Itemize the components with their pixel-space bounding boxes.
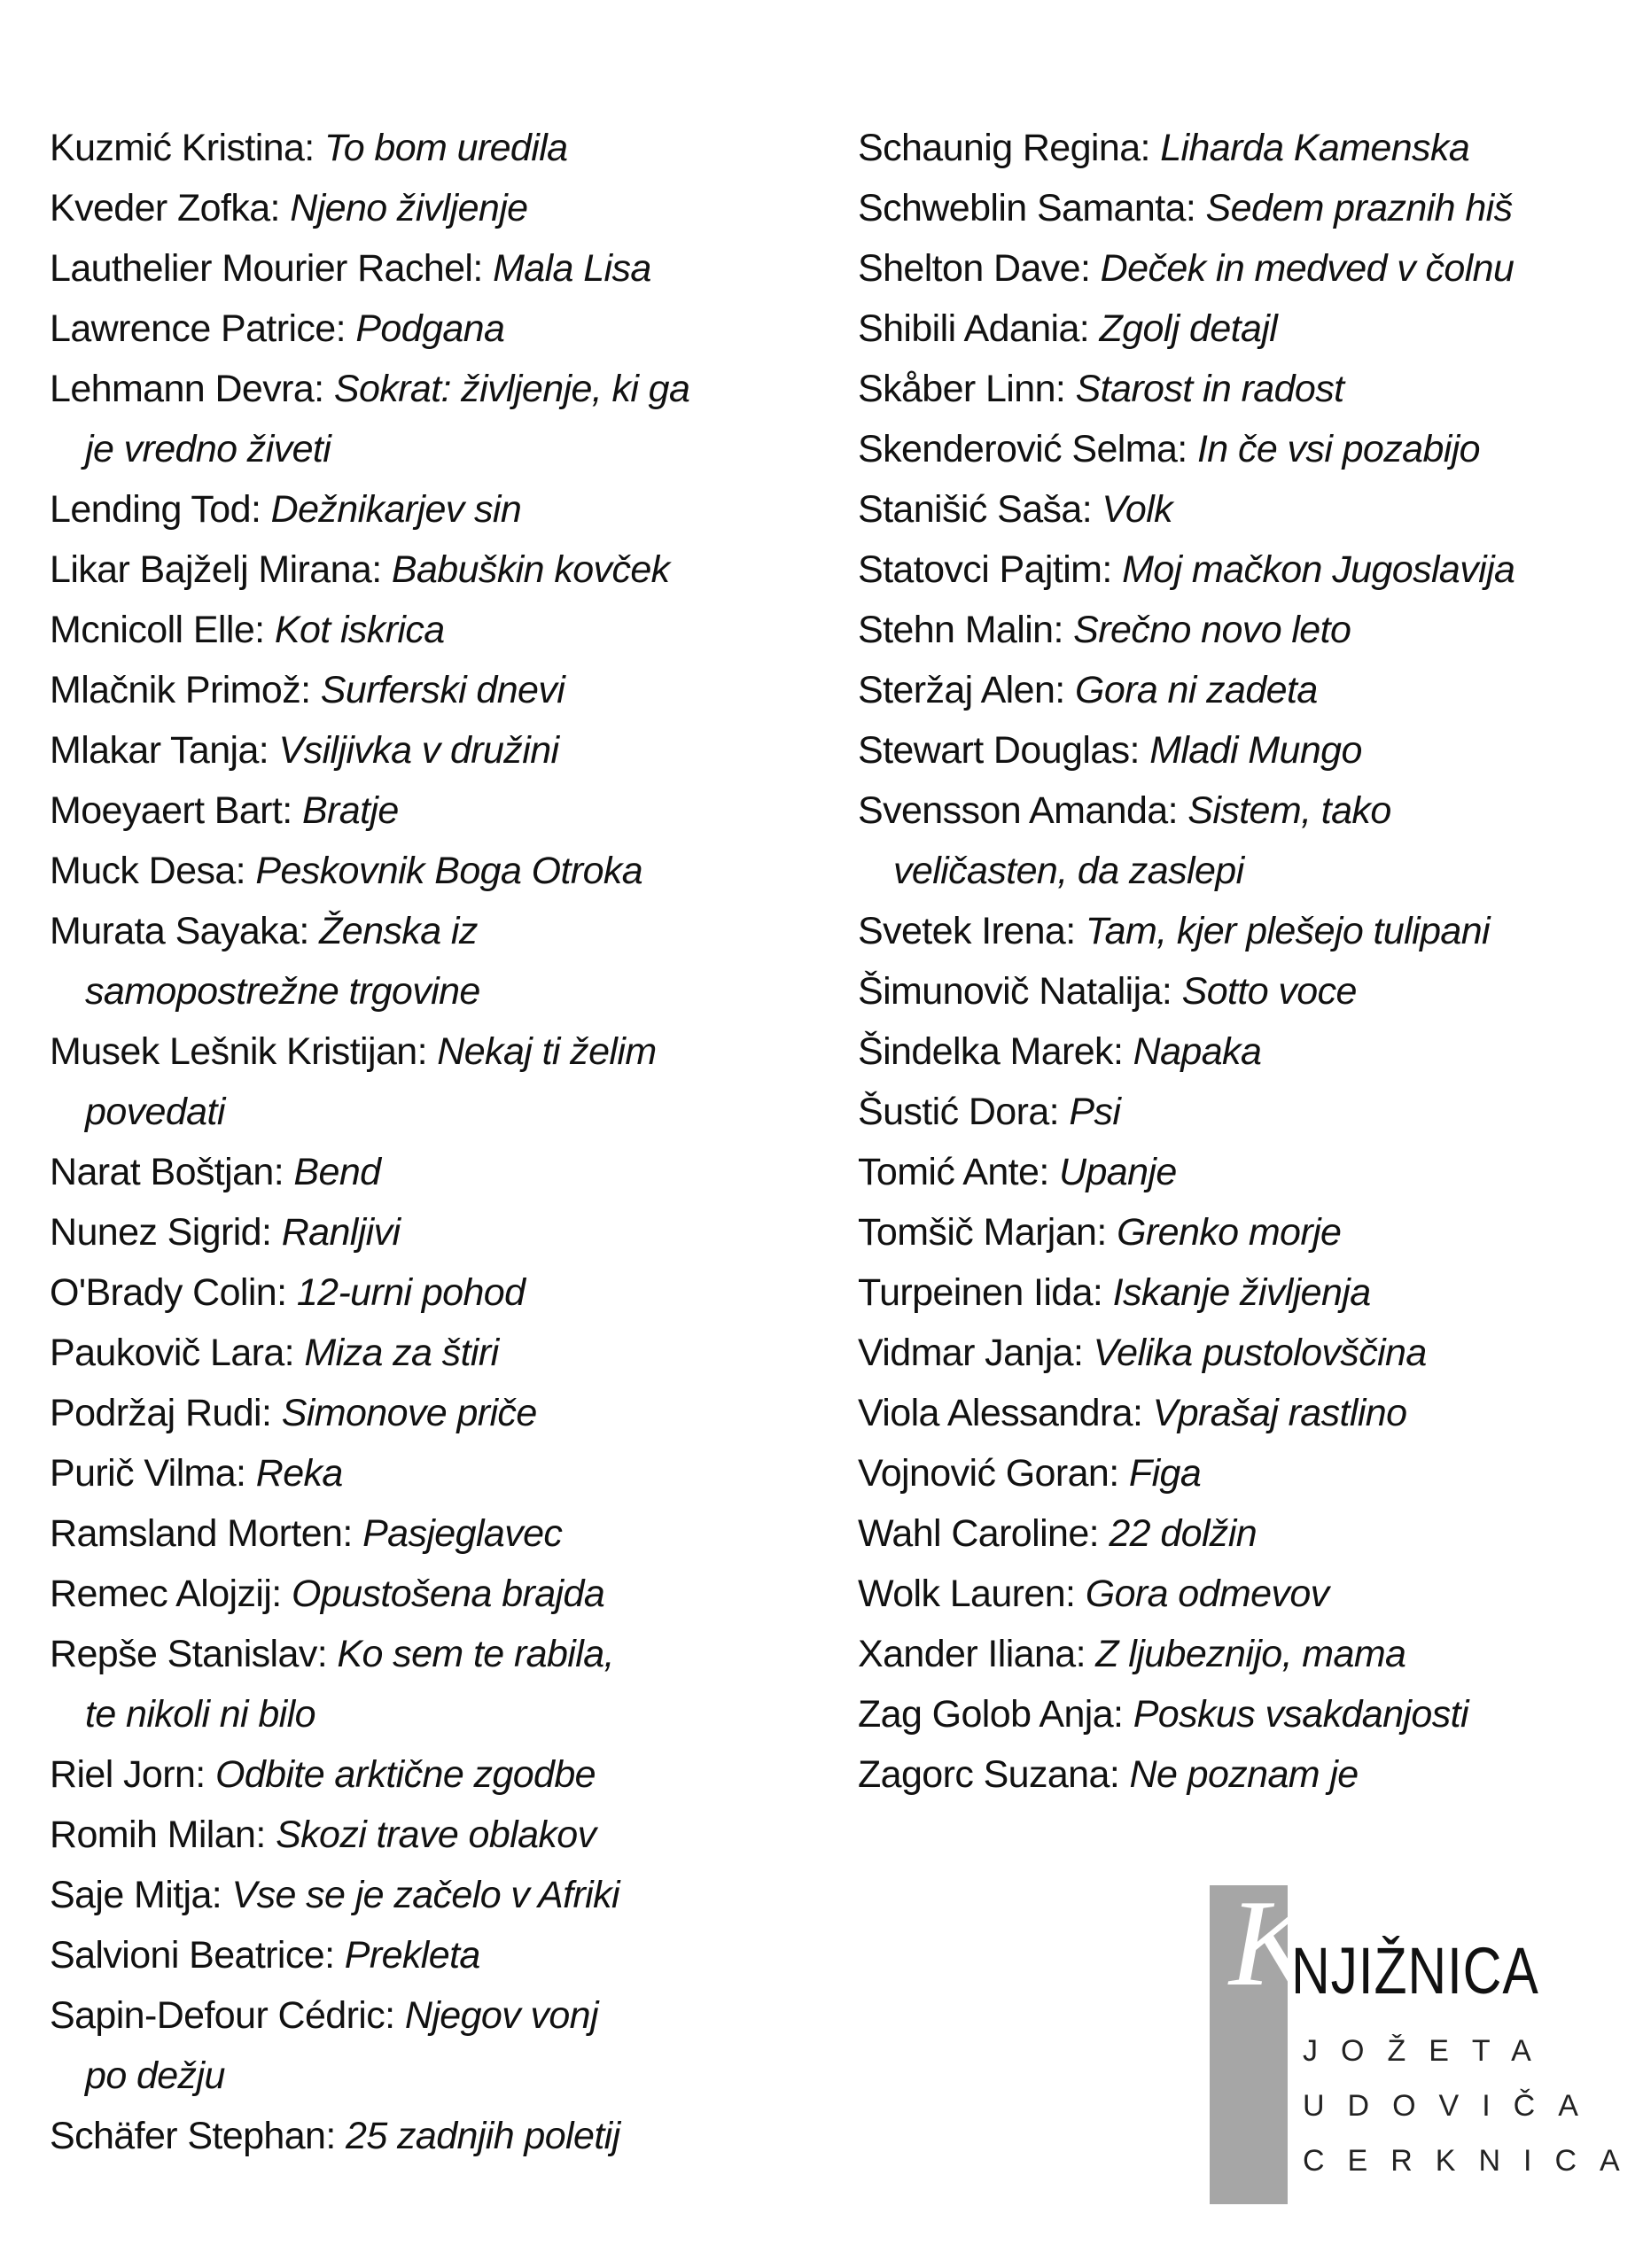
entry-title: Upanje: [1059, 1151, 1177, 1193]
entry-author: Shelton Dave:: [858, 247, 1101, 290]
entry-title: Prekleta: [344, 1934, 480, 1977]
logo-line-3: CERKNICA: [1303, 2144, 1643, 2178]
entry-author: Schweblin Samanta:: [858, 187, 1206, 229]
book-entry: [858, 781, 1567, 901]
entry-author: Svetek Irena:: [858, 910, 1086, 952]
entry-line: [50, 1142, 812, 1202]
entry-title: Podgana: [355, 307, 505, 350]
entry-title: Mala Lisa: [493, 247, 651, 290]
book-entry: [858, 720, 1567, 781]
entry-author: Xander Iliana:: [858, 1633, 1096, 1675]
entry-title: Bratje: [301, 789, 399, 832]
entry-title: Dežnikarjev sin: [270, 488, 522, 531]
book-entry: [858, 118, 1567, 178]
entry-title: Poskus vsakdanjosti: [1133, 1693, 1468, 1736]
book-entry: [50, 1323, 812, 1383]
entry-author: Mcnicoll Elle:: [50, 609, 275, 651]
entry-author: Purič Vilma:: [50, 1452, 256, 1495]
book-entry: [858, 1383, 1567, 1443]
library-logo: [1210, 1875, 1643, 2204]
entry-author: Saje Mitja:: [50, 1874, 232, 1916]
entry-author: Shibili Adania:: [858, 307, 1100, 350]
entry-line: [858, 961, 1567, 1021]
entry-line: [858, 178, 1567, 238]
right-column: [858, 118, 1567, 1805]
entry-author: Statovci Pajtim:: [858, 548, 1123, 591]
entry-line: [858, 238, 1567, 299]
book-entry: [50, 359, 812, 479]
logo-line-1: JOŽETA: [1303, 2034, 1554, 2068]
book-entry: [50, 178, 812, 238]
entry-title: Grenko morje: [1117, 1211, 1342, 1254]
entry-line: [858, 359, 1567, 419]
entry-line: [858, 299, 1567, 359]
entry-title: Sistem, tako: [1187, 789, 1391, 832]
entry-author: Steržaj Alen:: [858, 669, 1075, 711]
entry-author: Šimunovič Natalija:: [858, 970, 1182, 1013]
entry-line: [50, 540, 812, 600]
logo-word: NJIŽNICA: [1291, 1934, 1539, 2008]
entry-author: Murata Sayaka:: [50, 910, 320, 952]
entry-title: Figa: [1128, 1452, 1202, 1495]
entry-title: Ranljivi: [281, 1211, 401, 1254]
entry-author: Lehmann Devra:: [50, 368, 334, 410]
entry-line: [858, 1082, 1567, 1142]
entry-line: [50, 238, 812, 299]
entry-title: Iskanje življenja: [1112, 1271, 1371, 1314]
entry-title: Ko sem te rabila,: [337, 1633, 614, 1675]
entry-author: Likar Bajželj Mirana:: [50, 548, 392, 591]
entry-author: Podržaj Rudi:: [50, 1392, 282, 1434]
entry-line: [858, 1323, 1567, 1383]
logo-line-2: UDOVIČA: [1303, 2089, 1601, 2123]
entry-title: 25 zadnjih poletij: [346, 2115, 620, 2157]
book-entry: [858, 1503, 1567, 1564]
entry-title: Zgolj detajl: [1099, 307, 1278, 350]
entry-line: [858, 1383, 1567, 1443]
entry-line: [50, 1443, 812, 1503]
entry-line: [50, 1202, 812, 1262]
entry-title-continuation: te nikoli ni bilo: [85, 1693, 315, 1736]
entry-title: In če vsi pozabijo: [1196, 428, 1481, 470]
entry-line: [50, 299, 812, 359]
entry-author: Lauthelier Mourier Rachel:: [50, 247, 494, 290]
book-entry: [50, 1624, 812, 1744]
entry-author: Paukovič Lara:: [50, 1332, 305, 1374]
entry-author: Wolk Lauren:: [858, 1573, 1086, 1615]
book-entry: [50, 1383, 812, 1443]
entry-author: Stewart Douglas:: [858, 729, 1150, 772]
entry-line: [50, 1021, 812, 1082]
book-entry: [50, 1202, 812, 1262]
book-entry: [858, 600, 1567, 660]
entry-title: Liharda Kamenska: [1160, 127, 1470, 169]
entry-line: [50, 720, 812, 781]
book-entry: [50, 901, 812, 1021]
entry-title: Ne poznam je: [1129, 1753, 1359, 1796]
entry-author: Lawrence Patrice:: [50, 307, 356, 350]
entry-author: Viola Alessandra:: [858, 1392, 1153, 1434]
book-entry: [858, 1684, 1567, 1744]
entry-author: Tomšič Marjan:: [858, 1211, 1117, 1254]
entry-title: Sedem praznih hiš: [1205, 187, 1513, 229]
entry-author: Šindelka Marek:: [858, 1030, 1133, 1073]
entry-title: Gora odmevov: [1085, 1573, 1329, 1615]
entry-author: Schaunig Regina:: [858, 127, 1161, 169]
book-entry: [858, 1082, 1567, 1142]
book-entry: [858, 299, 1567, 359]
entry-line: [858, 901, 1567, 961]
entry-title: Tam, kjer plešejo tulipani: [1085, 910, 1490, 952]
book-entry: [50, 781, 812, 841]
book-entry: [858, 660, 1567, 720]
entry-title: 12-urni pohod: [296, 1271, 526, 1314]
entry-title: Vprašaj rastlino: [1152, 1392, 1407, 1434]
book-entry: [50, 1503, 812, 1564]
entry-title: Velika pustolovščina: [1093, 1332, 1427, 1374]
book-entry: [50, 660, 812, 720]
entry-title: Volk: [1102, 488, 1173, 531]
entry-title: Mladi Mungo: [1149, 729, 1362, 772]
entry-title: Odbite arktične zgodbe: [214, 1753, 596, 1796]
entry-author: Svensson Amanda:: [858, 789, 1188, 832]
book-entry: [50, 1262, 812, 1323]
entry-author: Zag Golob Anja:: [858, 1693, 1133, 1736]
entry-author: Ramsland Morten:: [50, 1512, 363, 1555]
entry-title: Skozi trave oblakov: [276, 1814, 596, 1856]
entry-author: Salvioni Beatrice:: [50, 1934, 345, 1977]
entry-line: [50, 600, 812, 660]
entry-author: Kveder Zofka:: [50, 187, 291, 229]
book-entry: [50, 238, 812, 299]
book-entry: [858, 1323, 1567, 1383]
entry-line: [858, 479, 1567, 540]
entry-title: Nekaj ti želim: [437, 1030, 657, 1073]
book-entry: [858, 1202, 1567, 1262]
entry-author: Riel Jorn:: [50, 1753, 215, 1796]
book-entry: [50, 299, 812, 359]
entry-title-continuation: je vredno živeti: [85, 428, 331, 470]
entry-title: 22 dolžin: [1109, 1512, 1258, 1555]
entry-author: Moeyaert Bart:: [50, 789, 302, 832]
entry-line: [858, 781, 1567, 841]
entry-line: [858, 540, 1567, 600]
book-entry: [50, 1865, 812, 1925]
entry-author: Vojnović Goran:: [858, 1452, 1129, 1495]
entry-line: [858, 1443, 1567, 1503]
book-entry: [858, 540, 1567, 600]
book-entry: [50, 1443, 812, 1503]
entry-title-continuation: samopostrežne trgovine: [85, 970, 480, 1013]
entry-title: Srečno novo leto: [1073, 609, 1351, 651]
entry-title: Miza za štiri: [304, 1332, 499, 1374]
entry-title: Z ljubeznijo, mama: [1095, 1633, 1406, 1675]
book-entry: [858, 1142, 1567, 1202]
entry-line: [50, 1323, 812, 1383]
entry-line: [50, 1503, 812, 1564]
entry-line: [858, 1744, 1567, 1805]
entry-title: Napaka: [1133, 1030, 1262, 1073]
entry-line: [50, 118, 812, 178]
entry-author: Sapin-Defour Cédric:: [50, 1994, 405, 2037]
entry-line: [50, 2106, 812, 2166]
entry-title: Vsiljivka v družini: [278, 729, 559, 772]
entry-line: [858, 1142, 1567, 1202]
book-entry: [50, 1564, 812, 1624]
entry-author: Remec Alojzij:: [50, 1573, 292, 1615]
entry-author: Skenderović Selma:: [858, 428, 1197, 470]
entry-line: [858, 1624, 1567, 1684]
entry-line: [858, 660, 1567, 720]
entry-line: [50, 781, 812, 841]
entry-title: Kot iskrica: [274, 609, 445, 651]
book-entry: [858, 1624, 1567, 1684]
book-entry: [858, 419, 1567, 479]
entry-title: Vse se je začelo v Afriki: [231, 1874, 619, 1916]
book-entry: [858, 178, 1567, 238]
entry-line: [50, 841, 812, 901]
book-entry: [50, 540, 812, 600]
entry-author: Lending Tod:: [50, 488, 271, 531]
entry-title-continuation: po dežju: [85, 2054, 225, 2097]
entry-title: Deček in medved v čolnu: [1100, 247, 1515, 290]
entry-author: Mlakar Tanja:: [50, 729, 279, 772]
entry-title: Njegov vonj: [404, 1994, 598, 2037]
entry-line: [50, 1985, 812, 2046]
entry-line: [50, 1624, 812, 1684]
book-entry: [858, 1564, 1567, 1624]
entry-author: Kuzmić Kristina:: [50, 127, 324, 169]
entry-author: Stanišić Saša:: [858, 488, 1102, 531]
entry-title: Moj mačkon Jugoslavija: [1122, 548, 1515, 591]
entry-author: Muck Desa:: [50, 850, 256, 892]
entry-title: Bend: [293, 1151, 381, 1193]
entry-line: [50, 1564, 812, 1624]
entry-author: Tomić Ante:: [858, 1151, 1060, 1193]
entry-title: Surferski dnevi: [320, 669, 565, 711]
book-entry: [50, 600, 812, 660]
entry-title-continuation: povedati: [85, 1091, 225, 1133]
entry-title: Pasjeglavec: [362, 1512, 563, 1555]
entry-author: Šustić Dora:: [858, 1091, 1070, 1133]
book-entry: [858, 1262, 1567, 1323]
entry-line: [50, 901, 812, 961]
entry-author: Wahl Caroline:: [858, 1512, 1110, 1555]
entry-line: [858, 600, 1567, 660]
entry-title: Starost in radost: [1075, 368, 1344, 410]
book-entry: [858, 359, 1567, 419]
entry-title: To bom uredila: [324, 127, 568, 169]
entry-author: Romih Milan:: [50, 1814, 276, 1856]
book-entry: [50, 118, 812, 178]
entry-line: [50, 1744, 812, 1805]
entry-title: Gora ni zadeta: [1074, 669, 1318, 711]
entry-line: [50, 1865, 812, 1925]
entry-title: Njeno življenje: [290, 187, 528, 229]
entry-title: Opustošena brajda: [291, 1573, 605, 1615]
book-entry: [858, 1021, 1567, 1082]
left-column: [50, 118, 812, 2166]
entry-author: Vidmar Janja:: [858, 1332, 1094, 1374]
entry-author: Narat Boštjan:: [50, 1151, 294, 1193]
book-entry: [50, 1925, 812, 1985]
entry-line: [50, 1805, 812, 1865]
entry-author: O'Brady Colin:: [50, 1271, 297, 1314]
book-entry: [858, 479, 1567, 540]
entry-line: [858, 118, 1567, 178]
entry-line: [50, 359, 812, 419]
entry-title-continuation: veličasten, da zaslepi: [893, 850, 1244, 892]
entry-author: Repše Stanislav:: [50, 1633, 338, 1675]
entry-line: [858, 1202, 1567, 1262]
entry-line: [858, 1503, 1567, 1564]
book-entry: [858, 901, 1567, 961]
entry-author: Musek Lešnik Kristijan:: [50, 1030, 438, 1073]
entry-line: [50, 1383, 812, 1443]
entry-line: [50, 660, 812, 720]
entry-title: Ženska iz: [319, 910, 478, 952]
entry-line: [50, 1925, 812, 1985]
entry-line: [858, 1684, 1567, 1744]
entry-line: [50, 1262, 812, 1323]
book-entry: [50, 2106, 812, 2166]
book-entry: [50, 1744, 812, 1805]
book-entry: [858, 1744, 1567, 1805]
entry-title: Reka: [255, 1452, 343, 1495]
entry-author: Stehn Malin:: [858, 609, 1074, 651]
entry-author: Turpeinen Iida:: [858, 1271, 1113, 1314]
book-entry: [50, 841, 812, 901]
entry-title: Sotto voce: [1181, 970, 1357, 1013]
entry-title: Psi: [1069, 1091, 1121, 1133]
book-entry: [50, 479, 812, 540]
entry-line: [858, 1021, 1567, 1082]
book-entry: [858, 961, 1567, 1021]
entry-line: [858, 720, 1567, 781]
entry-author: Schäfer Stephan:: [50, 2115, 347, 2157]
entry-title: Sokrat: življenje, ki ga: [333, 368, 690, 410]
book-entry: [50, 1985, 812, 2106]
book-entry: [858, 238, 1567, 299]
entry-title: Babuškin kovček: [391, 548, 670, 591]
book-entry: [50, 1805, 812, 1865]
book-entry: [50, 1142, 812, 1202]
entry-line: [858, 1262, 1567, 1323]
entry-title: Peskovnik Boga Otroka: [255, 850, 643, 892]
entry-author: Skåber Linn:: [858, 368, 1076, 410]
entry-title: Simonove priče: [281, 1392, 537, 1434]
entry-line: [50, 479, 812, 540]
book-entry: [50, 720, 812, 781]
entry-author: Zagorc Suzana:: [858, 1753, 1130, 1796]
entry-author: Mlačnik Primož:: [50, 669, 321, 711]
entry-line: [858, 1564, 1567, 1624]
entry-line: [50, 178, 812, 238]
logo-k: K: [1229, 1875, 1312, 2012]
book-entry: [50, 1021, 812, 1142]
entry-line: [858, 419, 1567, 479]
entry-author: Nunez Sigrid:: [50, 1211, 282, 1254]
book-entry: [858, 1443, 1567, 1503]
